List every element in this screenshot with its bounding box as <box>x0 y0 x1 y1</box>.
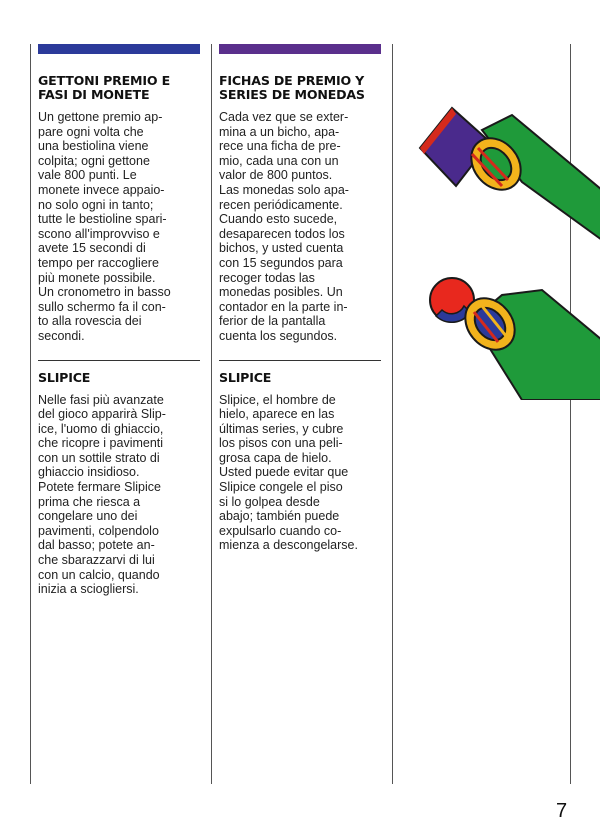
text-slipice-es: Slipice, el hombre de hielo, aparece en las últimas series, y cubre los pisos con una peli- grosa capa de hielo. Usted puede evitar que Slipice congele el piso si lo golpea desde abajo; también puede expulsarlo cuando co- mienza a descongelarse. <box>219 392 358 553</box>
heading-gettoni-premio: GETTONI PREMIO E FASI DI MONETE <box>38 73 170 102</box>
text-slipice-it: Nelle fasi più avanzate del gioco apparirà Slip- ice, l'uomo di ghiaccio, che ricopre i pavimenti con un sottile strato di ghiaccio insidioso. Potete fermare Slipice prima che riesca a congelare uno dei pavimenti, colpendolo dal basso; potete an- che sbarazzarvi di lui con un calcio, quando inizia a sciogliersi. <box>38 392 166 597</box>
pipe-illustration <box>412 90 600 400</box>
heading-slipice-it: SLIPICE <box>38 369 91 385</box>
heading-slipice-es: SLIPICE <box>219 369 272 385</box>
italian-color-bar <box>38 44 200 54</box>
text-gettoni-premio: Un gettone premio ap- pare ogni volta che una bestiolina viene colpita; ogni gettone vale 800 punti. Le monete invece appaio- no solo ogni in tanto; tutte le bestioline spari- scono all'improvviso e avete 15 secondi di tempo per raccogliere più monete possibile. Un cronometro in basso sullo schermo fa il con- to alla rovescia dei secondi. <box>38 110 171 343</box>
italian-column <box>38 44 200 597</box>
column-divider-left <box>30 44 31 784</box>
heading-fichas-de-premio: FICHAS DE PREMIO Y SERIES DE MONEDAS <box>219 73 365 102</box>
upper-pipe-group <box>420 108 600 240</box>
column-divider-middle <box>211 44 212 784</box>
lower-pipe-group <box>430 278 600 400</box>
column-divider-right <box>392 44 393 784</box>
spanish-column <box>219 44 381 553</box>
section-divider <box>219 360 381 361</box>
text-fichas-de-premio: Cada vez que se exter- mina a un bicho, apa- rece una ficha de pre- mio, cada una con un valor de 800 puntos. Las monedas solo apa- recen periódicamente. Cuando esto sucede, desaparecen todos los bichos, y usted cuenta con 15 segundos para recoger todas las monedas posibles. Un contador en la parte in- ferior de la pantalla cuenta los segundos. <box>219 110 349 343</box>
spanish-color-bar <box>219 44 381 54</box>
page-number: 7 <box>556 800 568 822</box>
section-divider <box>38 360 200 361</box>
